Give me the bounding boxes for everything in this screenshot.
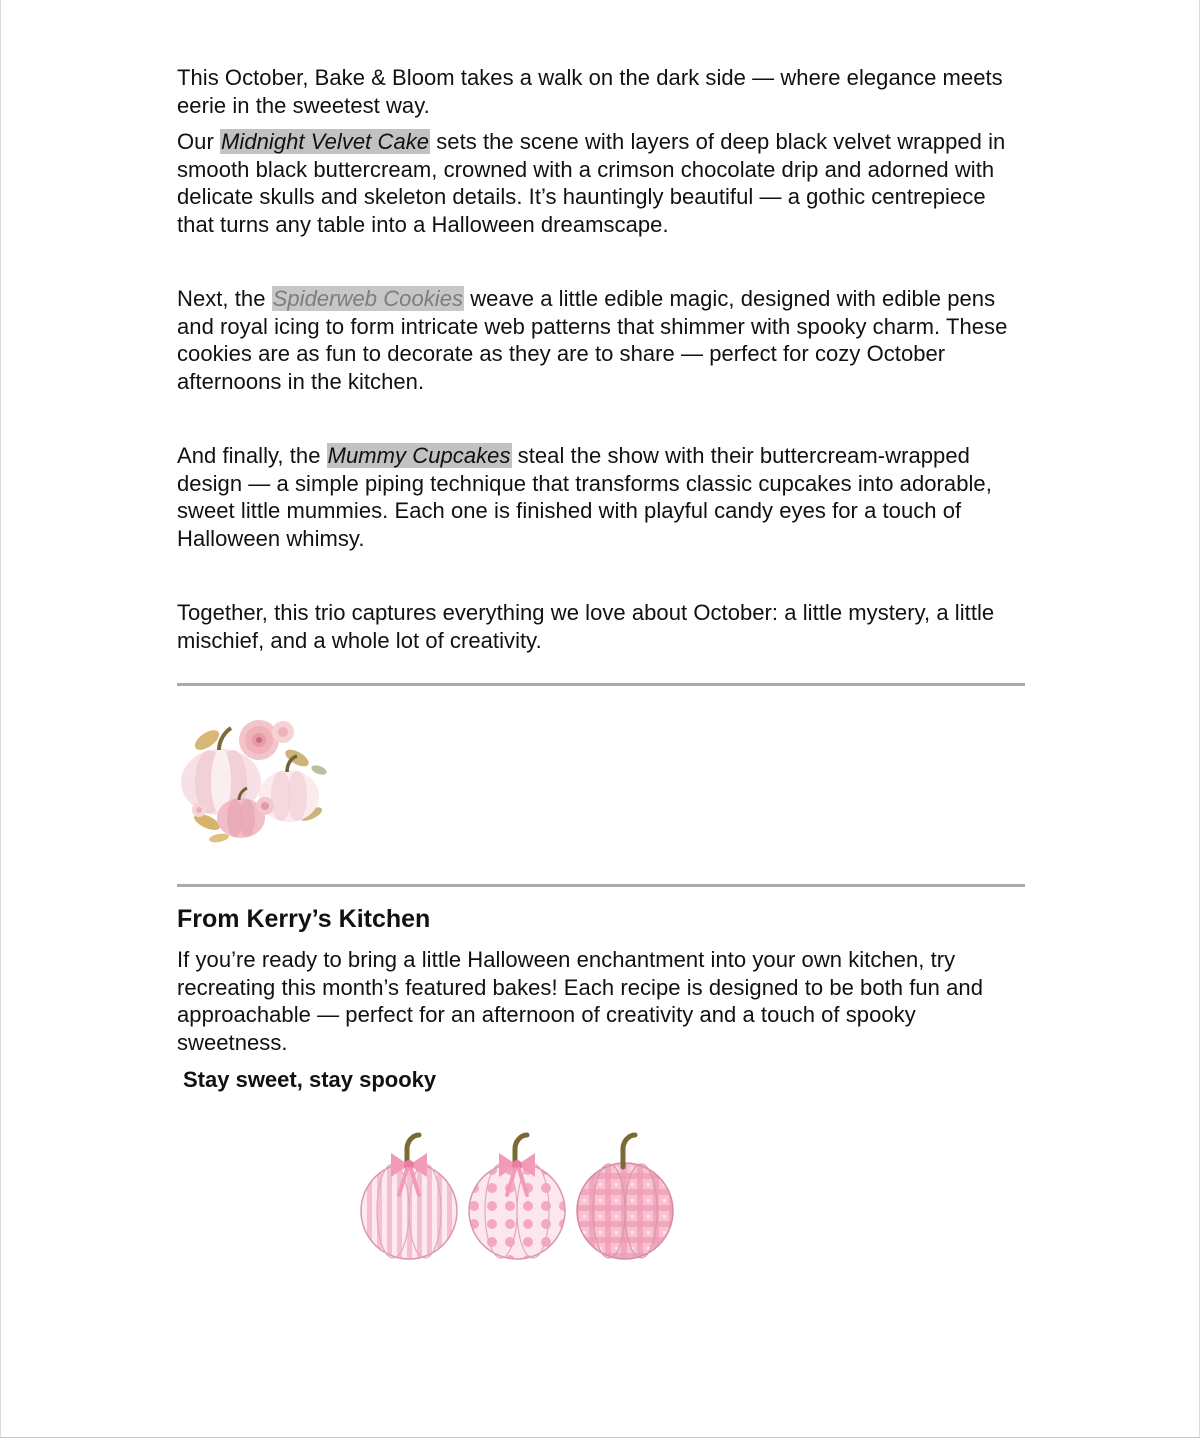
kitchen-paragraph: If you’re ready to bring a little Halloween enchantment into your own kitchen, try recreating this month’s featured bakes! Each recipe is designed to be both fun and approachable — perfect for an afternoon of creativity and a touch of spooky sweetness.	[177, 947, 983, 1055]
kitchen-heading: From Kerry’s Kitchen	[177, 905, 431, 933]
plaid-pumpkin	[577, 1135, 673, 1259]
cake-highlight: Midnight Velvet Cake	[221, 129, 430, 154]
striped-pumpkin	[361, 1135, 457, 1259]
cookies-paragraph	[177, 285, 1025, 395]
cupcakes-text-after: steal the show with their buttercream-wrapped design — a simple piping technique that transforms classic cupcakes into adorable, sweet little mummies. Each one is finished with playful candy eyes for a touch of Halloween whimsy.	[177, 443, 992, 551]
cake-text-before: Our	[177, 129, 220, 154]
cupcakes-highlight: Mummy Cupcakes	[327, 443, 511, 468]
cupcakes-text-before: And finally, the	[177, 443, 327, 468]
cake-paragraph	[177, 128, 1025, 238]
document-body	[177, 64, 1025, 1094]
cake-text-after: sets the scene with layers of deep black velvet wrapped in smooth black buttercream, crowned with a crimson chocolate drip and adorned with delicate skulls and skeleton details. It’s hauntingly beautiful — a gothic centrepiece that turns any table into a Halloween dreamscape.	[177, 129, 1006, 237]
cookies-highlight: Spiderweb Cookies	[272, 286, 464, 311]
divider-bottom	[177, 884, 1025, 887]
intro-paragraph: This October, Bake & Bloom takes a walk on the dark side — where elegance meets eerie in the sweetest way.	[177, 65, 1003, 118]
cookies-text-after: weave a little edible magic, designed with edible pens and royal icing to form intricate web patterns that shimmer with spooky charm. These cookies are as fun to decorate as they are to share — perfect for cozy October afternoons in the kitchen.	[177, 286, 1008, 394]
closing-paragraph: Together, this trio captures everything we love about October: a little mystery, a little mischief, and a whole lot of creativity.	[177, 600, 995, 653]
pink-pumpkin-floral-image	[179, 710, 329, 848]
pink-pumpkins-image	[353, 1125, 687, 1267]
floral-image-block	[177, 686, 1025, 884]
signoff-text: Stay sweet, stay spooky	[183, 1067, 437, 1092]
cookies-text-before: Next, the	[177, 286, 272, 311]
cupcakes-paragraph	[177, 442, 1025, 552]
polka-dot-pumpkin	[469, 1135, 565, 1259]
